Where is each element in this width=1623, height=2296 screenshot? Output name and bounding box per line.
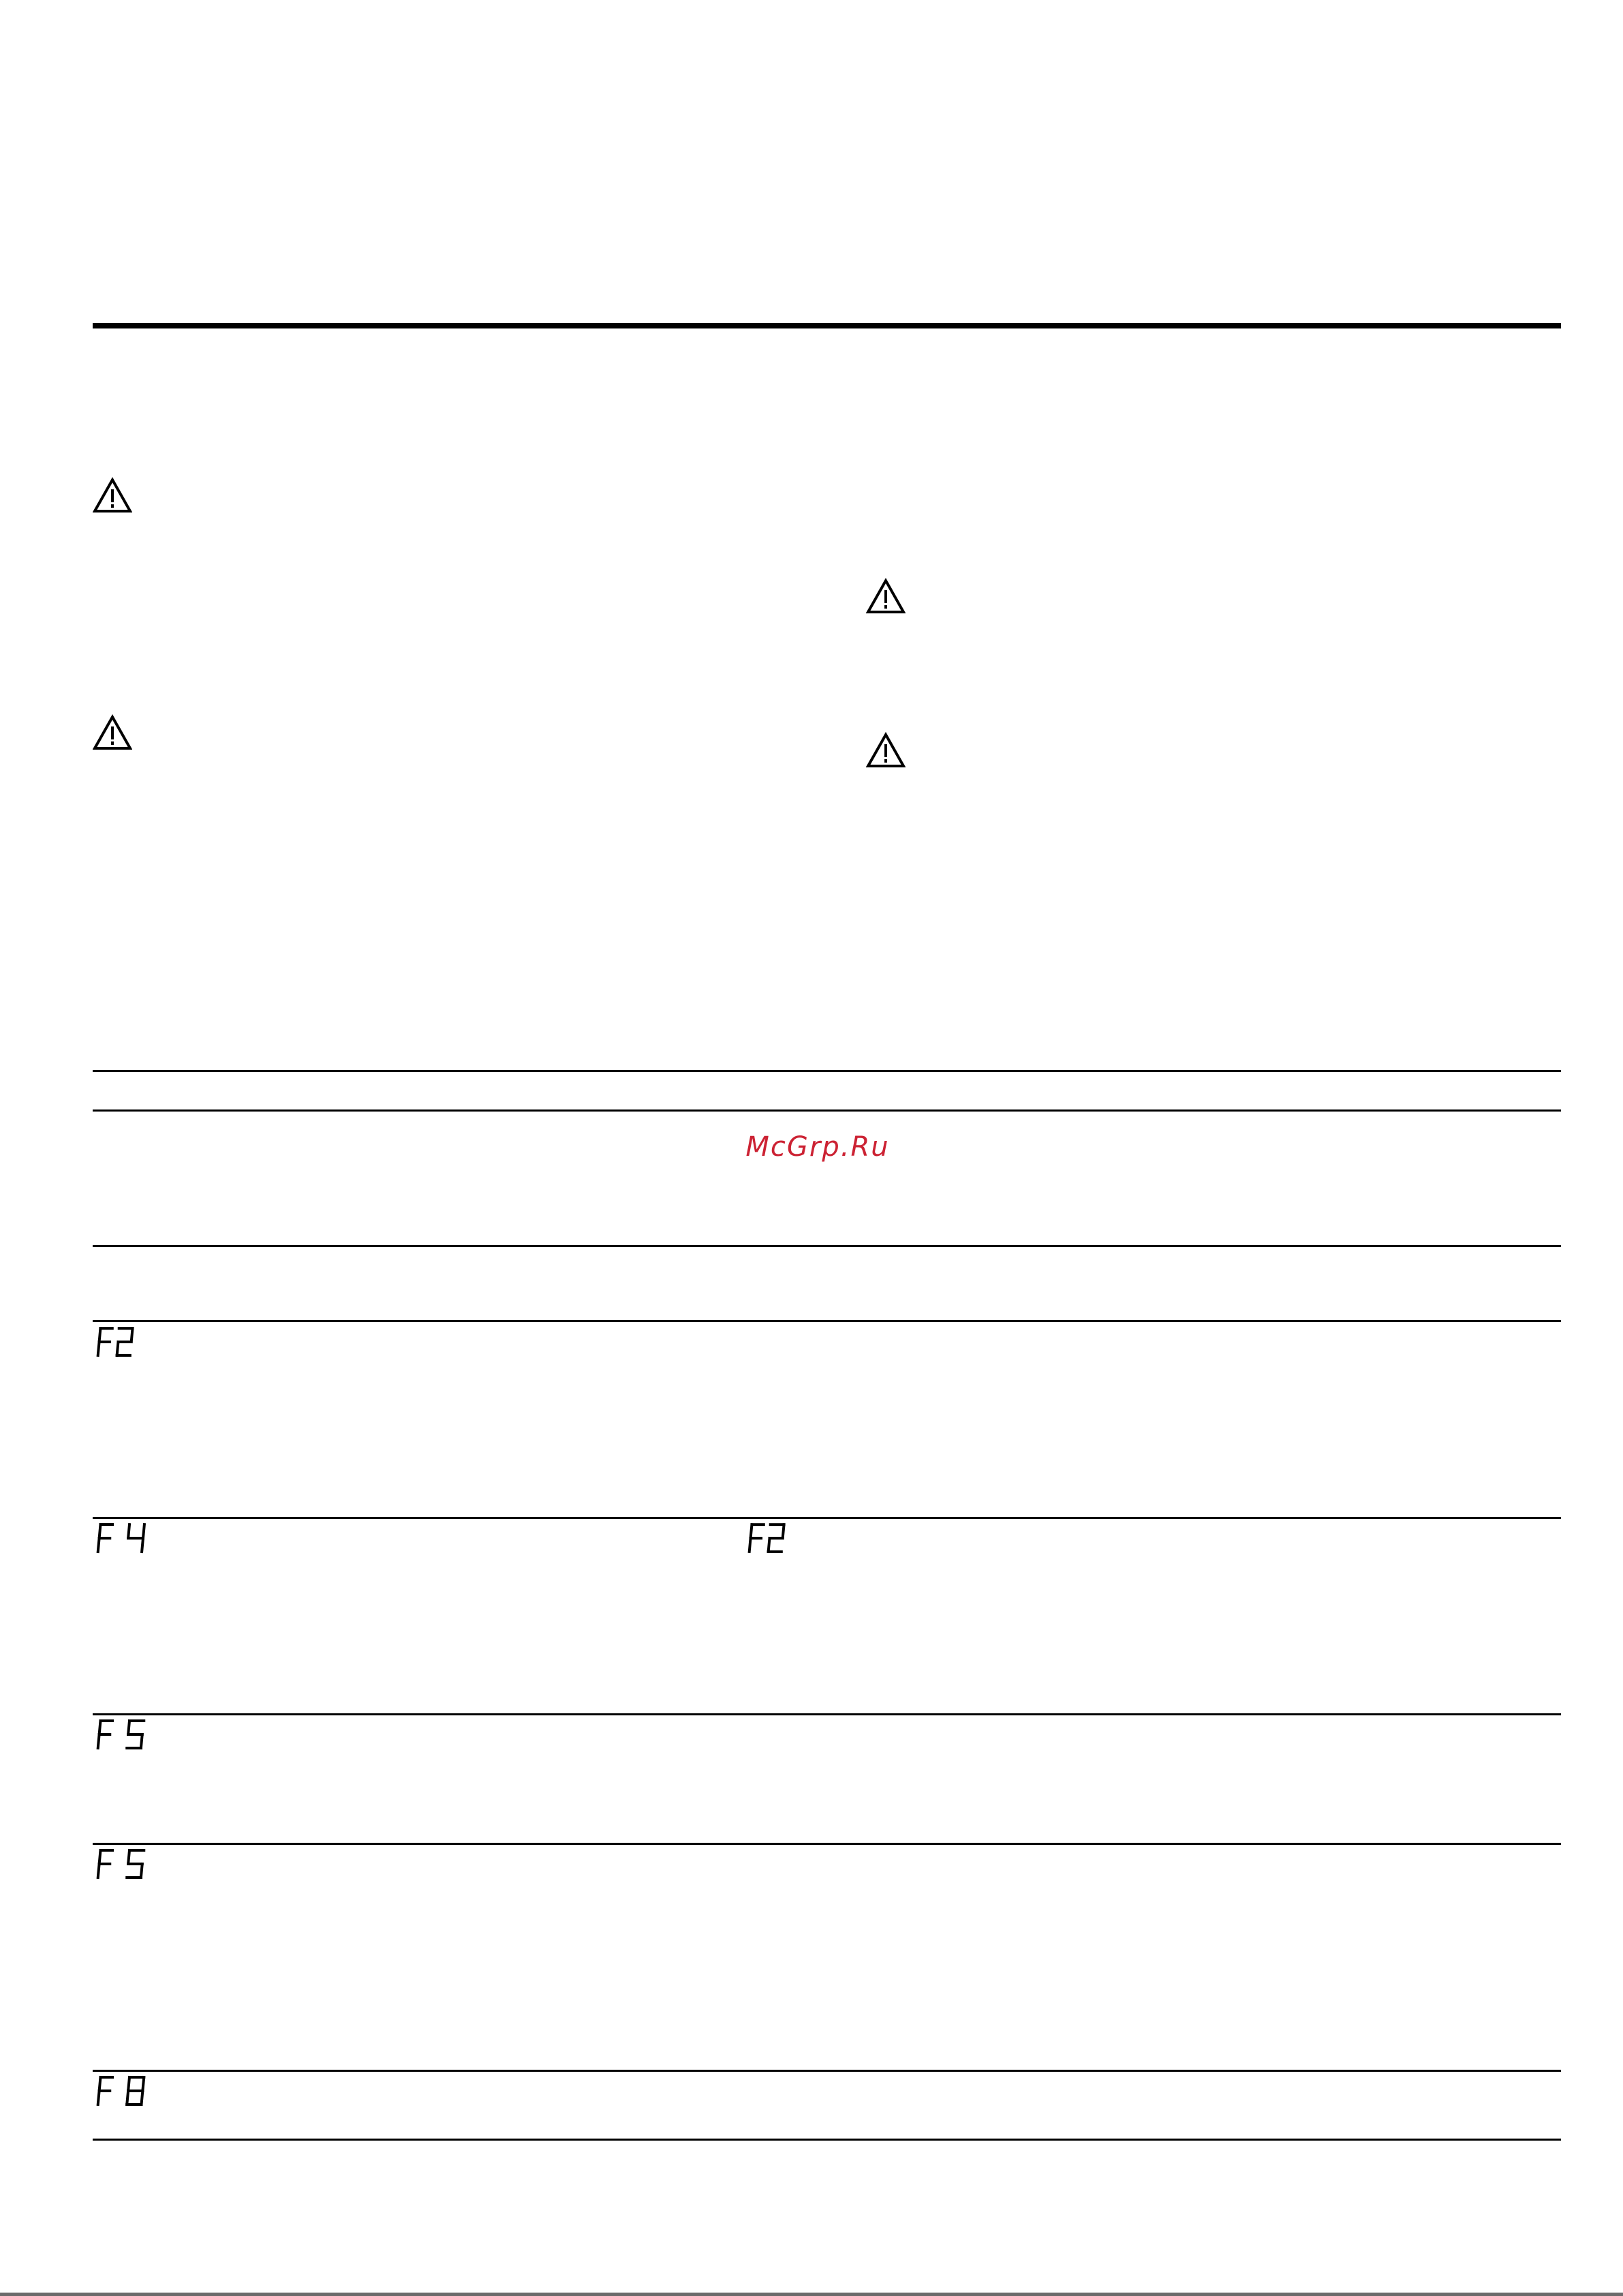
page-bottom-edge [0,2293,1623,2296]
warning-triangle-icon [93,477,132,514]
section-divider [93,323,1561,328]
table-rule [93,2139,1561,2141]
table-rule [93,1109,1561,1112]
table-rule [93,1070,1561,1072]
table-rule [93,1517,1561,1519]
fault-code-display [95,1325,138,1359]
table-rule [93,1843,1561,1845]
warning-triangle-icon [93,714,132,751]
fault-code-display [747,1521,789,1555]
fault-code-display [95,1521,150,1555]
fault-code-display [95,1847,150,1881]
watermark: McGrp.Ru [745,1131,890,1163]
fault-code-display [95,1717,150,1751]
table-rule [93,2070,1561,2072]
table-rule [93,1713,1561,1715]
warning-triangle-icon [866,578,906,615]
table-rule [93,1245,1561,1247]
fault-code-display [95,2074,150,2108]
warning-triangle-icon [866,732,906,769]
table-rule [93,1320,1561,1322]
